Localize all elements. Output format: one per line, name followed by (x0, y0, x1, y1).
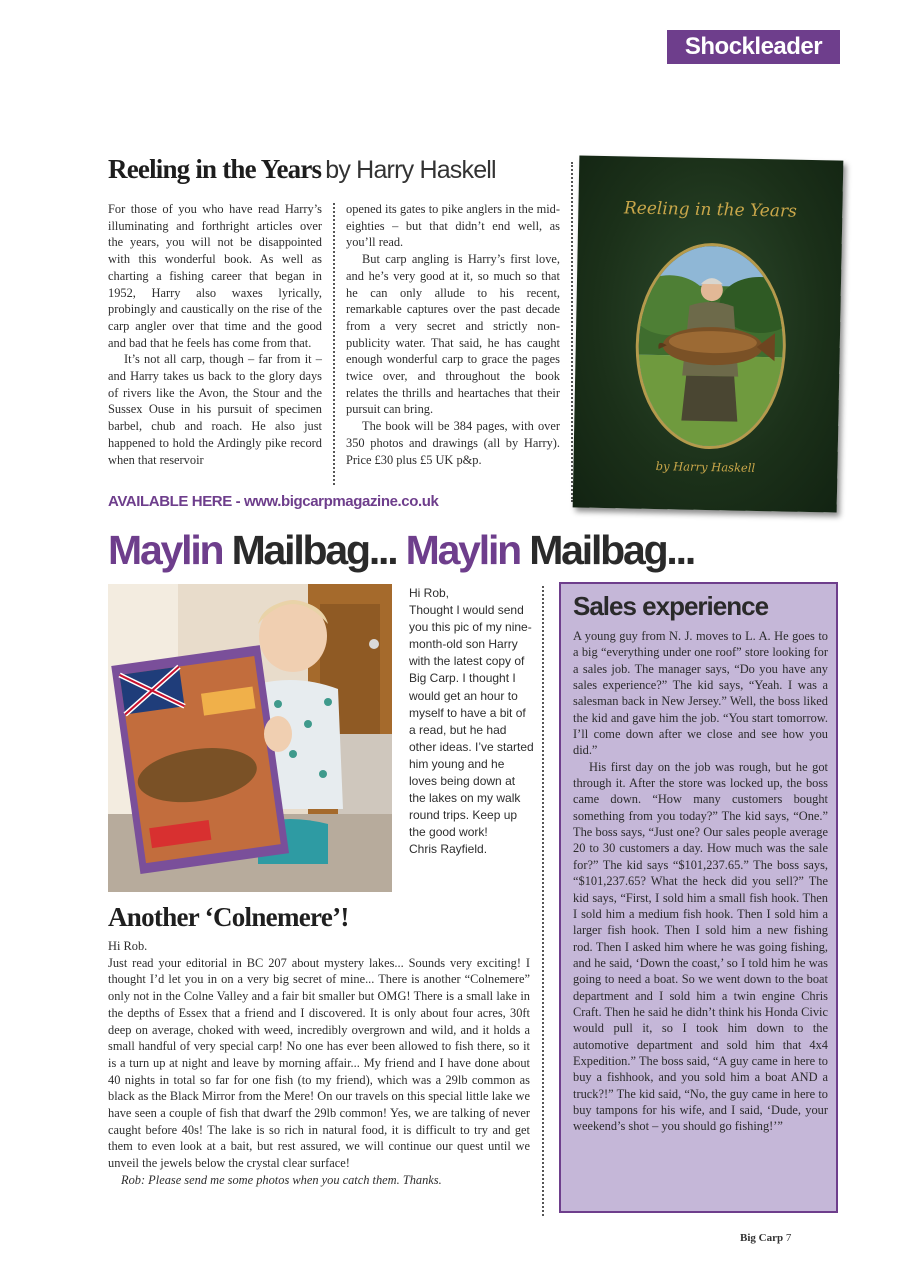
sales-experience-box (559, 582, 838, 1213)
article-column-1 (108, 201, 322, 468)
article-paragraph: But carp angling is Harry’s first love, and he’s very good at it, so much so that he can only allude to his recent, remarkable captures over the past decade from a very secret and strictly non-publicity water. That said, he has caught enough wonderful carp to grace the pages twice over, and throughout the book relates the thrills and heartaches that their pursuit can bring. (346, 252, 560, 417)
column-divider (542, 586, 544, 1216)
article-column-2 (346, 201, 560, 468)
mailbag-heading-word: Mailbag... (529, 527, 695, 573)
article-paragraph: opened its gates to pike anglers in the mid-eighties – but that didn’t end well, as you’ll read. (346, 202, 560, 250)
sales-text (573, 628, 828, 1135)
book-cover-photo (634, 242, 788, 451)
article-title (108, 154, 568, 185)
colnemere-heading: Another ‘Colnemere’! (108, 902, 349, 932)
article-paragraph: It’s not all carp, though – far from it – and Harry takes us back to the glory days of rivers like the Avon, the Stour and the Sussex Ouse in his pursuit of specimen barbel, chub and roach. He also just happened to hold the Ardingly pike record when that reservoir (108, 352, 322, 467)
column-divider (571, 162, 573, 502)
article-title-main: Reeling in the Years (108, 154, 322, 184)
article-byline: by Harry Haskell (325, 156, 496, 184)
colnemere-letter (108, 938, 530, 1189)
available-link[interactable]: AVAILABLE HERE - www.bigcarpmagazine.co.uk (108, 493, 439, 510)
mailbag-heading (108, 527, 694, 574)
column-divider (333, 203, 335, 485)
angler-with-carp-illustration (637, 245, 785, 448)
sales-heading: Sales experience (573, 591, 769, 621)
sales-paragraph: A young guy from N. J. moves to L. A. He goes to a big “everything under one roof” store looking for a sales job. The manager says, “Do you have any sales experience?” The kid says, “Yeah. I was a salesman back in New Jersey.” Well, the boss liked the kid and gave him the job. “You start tomorrow. I’ll come down after we close and see how you did.” (573, 629, 828, 758)
mailbag-heading-word: Maylin (108, 527, 223, 573)
mailbag-heading-word: Mailbag... (231, 527, 397, 573)
section-banner: Shockleader (667, 30, 840, 64)
reader-photo (108, 584, 392, 892)
sales-paragraph: His first day on the job was rough, but he got through it. After the store was locked up, the boss came down. “How many customers bought something from you today?” The kid says, “One.” The boss says, “Just one? Our sales people average 20 to 30 customers a day. How much was the sale for?” The kid says “$101,237.65.” The boss says, “$101,237.65? What the heck did you sell?” The kid says, “First, I sold him a small fish hook. Then I sold him a medium fish hook. Then I sold him a larger fish hook. Then I sold him a new fishing rod. Then I asked him where he was going fishing, and he said, ‘Down the coast,’ so I told him he was going to need a boat. So we went down to the boat department and I sold him a twin engine Chris Craft. Then he said he didn’t think his Honda Civic would pull it, so I took him down to the automotive department and sold him that 4x4 Expedition.” The boss said, “A guy came in here to buy a fishhook, and you sold him a boat AND a truck?!” The kid said, “No, the guy came in here to buy tampons for his wife, and I said, ‘Dude, your weekend’s shot – you should go fishing!’” (573, 759, 828, 1134)
article-paragraph: For those of you who have read Harry’s illuminating and forthright articles over the years, you will not be disappointed with this wonderful book. As well as charting a fishing career that began in 1952, Harry also waxes lyrically, probingly and caustically on the rise of the carp angler over that time and the good and bad that he feels has come from that. (108, 202, 322, 350)
baby-reading-magazine-illustration (108, 584, 392, 892)
mailbag-heading-word: Maylin (405, 527, 520, 573)
letter-body: Thought I would send you this pic of my nine-month-old son Harry with the latest copy of Big Carp. I thought I would get an hour to myself to have a bit of a read, but he had other ideas. I’ve started him young and he loves being down at the lakes on my walk round trips. Keep up the good work! (409, 603, 534, 840)
letter-greeting: Hi Rob, (409, 586, 450, 600)
page-footer (740, 1232, 791, 1244)
letter-photo-caption (409, 585, 535, 859)
book-cover-author: by Harry Haskell (655, 459, 756, 475)
editor-reply: Rob: Please send me some photos when you catch them. Thanks. (121, 1172, 442, 1187)
page-number: 7 (785, 1232, 792, 1244)
letter-body: Just read your editorial in BC 207 about mystery lakes... Sounds very exciting! I thought I’d let you in on a very big secret of mine... There is another “Colnemere” only not in the Colne Valley and a fair bit smaller but OMG! There is a small lake in the depths of Essex that a friend and I discovered. It is only about four acres, 30ft deep on average, choked with weed, incredibly overgrown and wild, and it holds a small handful of very special carp! No one has ever been allowed to fish there, so it is a turn up at night and leave by morning affair... My friend and I have done about 40 nights in total so far for one fish (to my friend), which was a 29lb common as black as the Black Mirror from the Mere! On our travels on this special little lake we have seen a couple of fish that dwarf the 29lb common! Yes, we are talking of never caught before 40s! The lake is so rich in natural food, it is difficult to try and get them to even look at a bait, but rest assured, we will continue our quest until we unveil the jewels below the crystal clear surface! (108, 955, 530, 1171)
letter-signature: Chris Rayfield. (409, 842, 488, 857)
article-paragraph: The book will be 384 pages, with over 350 photos and drawings (all by Harry). Price £30 plus £5 UK p&p. (346, 419, 560, 467)
book-cover (573, 155, 844, 512)
letter-greeting: Hi Rob. (108, 939, 148, 953)
magazine-name: Big Carp (740, 1232, 784, 1244)
book-cover-title: Reeling in the Years (623, 198, 797, 222)
